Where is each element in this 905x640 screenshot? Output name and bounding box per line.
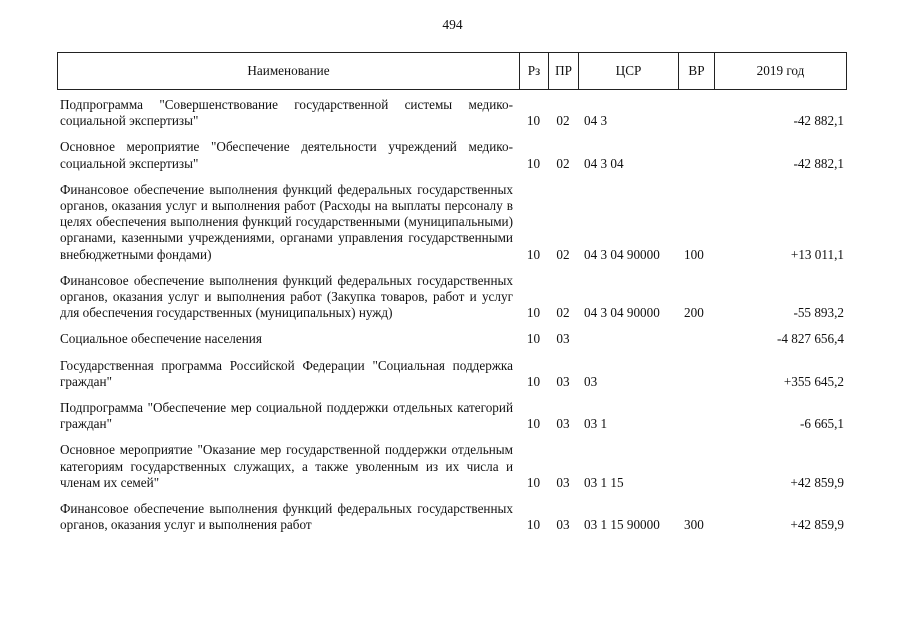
row-csr: 04 3 [584,113,608,129]
row-vr [678,97,714,139]
row-pr: 03 [556,517,570,533]
row-name: Подпрограмма "Совершенствование государственной системы медико-социальной экспертизы" [60,97,513,129]
table-header [57,52,847,90]
row-amount: -55 893,2 [793,305,844,321]
header-name: Наименование [58,53,520,90]
row-csr: 04 3 04 90000 [584,246,660,262]
row-name: Основное мероприятие "Обеспечение деятельности учреждений медико-социальной экспертизы" [60,139,513,171]
table-row [57,331,846,357]
row-csr: 03 1 15 90000 [584,517,660,533]
row-rz: 10 [526,416,541,432]
row-pr: 03 [556,331,570,347]
row-rz: 10 [526,113,541,129]
row-vr [678,139,714,181]
row-amount: -42 882,1 [793,113,844,129]
header-csr: ЦСР [579,53,679,90]
row-name: Подпрограмма "Обеспечение мер социальной поддержки отдельных категорий граждан" [60,400,513,432]
row-csr: 03 1 15 [584,474,624,490]
row-vr [678,331,714,357]
row-pr: 03 [556,373,570,389]
row-rz: 10 [526,246,541,262]
row-csr: 03 [584,373,598,389]
header-vr: ВР [679,53,715,90]
row-amount: +355 645,2 [783,373,844,389]
row-amount: -6 665,1 [800,416,844,432]
row-pr: 03 [556,474,570,490]
row-pr: 02 [556,113,570,129]
table-row [57,273,846,332]
page-number: 494 [442,17,463,32]
row-rz: 10 [526,331,541,347]
row-csr: 04 3 04 [584,155,624,171]
table-row [57,400,846,442]
table-row [57,442,846,501]
table-row [57,97,846,139]
row-vr [678,358,714,400]
row-pr: 03 [556,416,570,432]
row-amount: +13 011,1 [790,246,844,262]
budget-table [57,97,846,543]
row-rz: 10 [526,517,541,533]
row-name: Основное мероприятие "Оказание мер государственной поддержки отдельным категориям государственных служащих, а также уволенным из их числа и членам их семей" [60,442,513,490]
table-row [57,501,846,543]
row-pr: 02 [556,246,570,262]
row-name: Финансовое обеспечение выполнения функций федеральных государственных органов, оказания услуг и выполнения работ (Расходы на выплаты персоналу в целях обеспечения выполнения функций государственными (муниципальными) органами, казенными учреждениями, органами управления государственными внебюджетными фондами) [60,181,513,262]
row-rz: 10 [526,305,541,321]
row-vr [678,400,714,442]
row-amount: +42 859,9 [790,474,844,490]
row-name: Финансовое обеспечение выполнения функций федеральных государственных органов, оказания услуг и выполнения работ [60,501,513,533]
row-pr: 02 [556,155,570,171]
row-csr: 03 1 [584,416,608,432]
row-csr: 04 3 04 90000 [584,305,660,321]
row-amount: +42 859,9 [790,517,844,533]
row-vr: 300 [684,517,704,533]
row-vr: 200 [684,305,704,321]
header-pr: ПР [549,53,579,90]
table-row [57,139,846,181]
row-vr: 100 [684,246,704,262]
row-name: Государственная программа Российской Федерации "Социальная поддержка граждан" [60,357,513,389]
row-name: Социальное обеспечение населения [60,331,262,347]
header-rz: Рз [520,53,549,90]
row-amount: -4 827 656,4 [776,331,844,347]
row-vr [678,442,714,501]
row-rz: 10 [526,155,541,171]
row-pr: 02 [556,305,570,321]
row-csr [578,331,678,357]
row-rz: 10 [526,373,541,389]
row-name: Финансовое обеспечение выполнения функций федеральных государственных органов, оказания услуг и выполнения работ (Закупка товаров, работ и услуг для обеспечения государственных (муниципальных) нужд) [60,272,513,321]
header-year: 2019 год [715,53,847,90]
row-rz: 10 [526,474,541,490]
row-amount: -42 882,1 [793,155,844,171]
table-row [57,182,846,273]
table-row [57,358,846,400]
